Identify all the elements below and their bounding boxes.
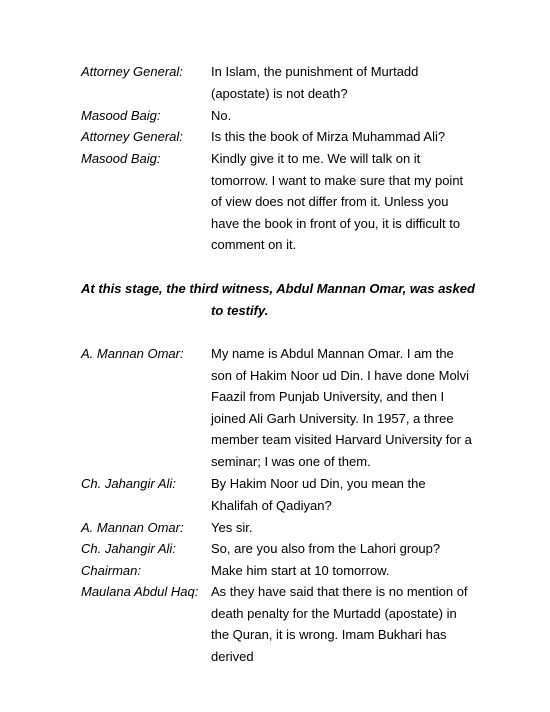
speech-text: Make him start at 10 tomorrow. <box>211 563 390 578</box>
speaker-name: Chairman: <box>81 563 141 578</box>
stage-note-line2: to testify. <box>211 303 269 318</box>
stage-note <box>81 278 481 322</box>
speaker-name: A. Mannan Omar: <box>81 520 184 535</box>
speech-text: Kindly give it to me. We will talk on it tomorrow. I want to make sure that my point of view does not differ from it. Unless you have the book in front of you, it is difficult to comment on it. <box>211 151 464 252</box>
speaker-name: Ch. Jahangir Ali: <box>81 476 176 491</box>
stage-note-line1: At this stage, the third witness, Abdul Mannan Omar, was asked <box>81 281 475 296</box>
speech-text: My name is Abdul Mannan Omar. I am the son of Hakim Noor ud Din. I have done Molvi Faazil from Punjab University, and then I joined Ali Garh University. In 1957, a three member team visited Harvard University for a seminar; I was one of them. <box>211 346 472 469</box>
speaker-name: Masood Baig: <box>81 151 161 166</box>
speaker-name: A. Mannan Omar: <box>81 346 184 361</box>
speech-text: In Islam, the punishment of Murtadd (apostate) is not death? <box>211 64 419 101</box>
speech-text: As they have said that there is no mention of death penalty for the Murtadd (apostate) in the Quran, it is wrong. Imam Bukhari has derived <box>211 584 468 664</box>
speaker-name: Maulana Abdul Haq: <box>81 584 199 599</box>
speaker-name: Masood Baig: <box>81 108 161 123</box>
speech-text: No. <box>211 108 232 123</box>
speaker-name: Attorney General: <box>81 129 183 144</box>
speech-text: By Hakim Noor ud Din, you mean the Khalifah of Qadiyan? <box>211 476 426 513</box>
speech-text: So, are you also from the Lahori group? <box>211 541 441 556</box>
speech-text: Yes sir. <box>211 520 253 535</box>
speech-text: Is this the book of Mirza Muhammad Ali? <box>211 129 446 144</box>
speaker-name: Ch. Jahangir Ali: <box>81 541 176 556</box>
speaker-name: Attorney General: <box>81 64 183 79</box>
